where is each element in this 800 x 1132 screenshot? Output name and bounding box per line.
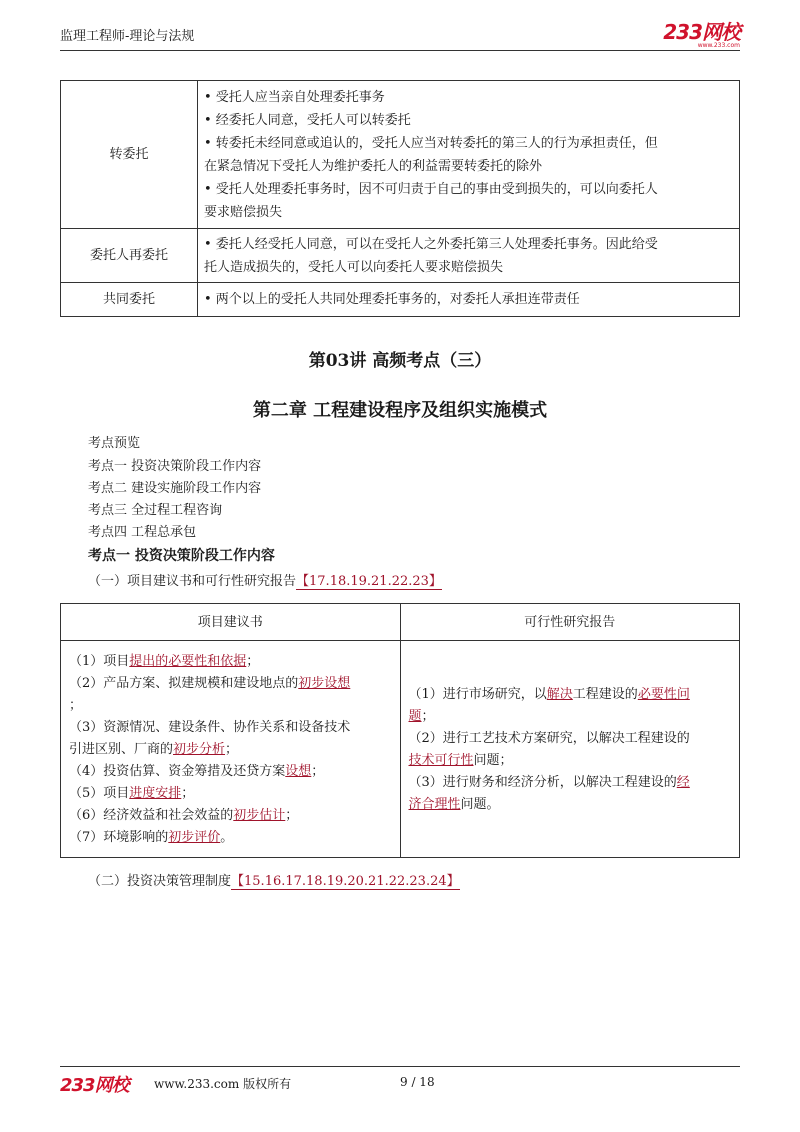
list-item: （2）进行工艺技术方案研究，以解决工程建设的	[408, 731, 690, 746]
content-line: 要求赔偿损失	[204, 204, 283, 220]
list-item: （6）经济效益和社会效益的初步估计；	[69, 808, 299, 823]
row-content	[198, 283, 740, 317]
exam-years-tag: 【15.16.17.18.19.20.21.22.23.24】	[231, 874, 460, 889]
copyright-text: www.233.com 版权所有	[154, 1077, 292, 1091]
list-item: （5）项目进度安排；	[69, 786, 195, 801]
content-line: • 受托人处理委托事务时，因不可归责于自己的事由受到损失的，可以向委托人	[204, 181, 658, 197]
content-line: • 两个以上的受托人共同处理委托事务的，对委托人承担连带责任	[204, 292, 580, 307]
preview-item: 考点二 建设实施阶段工作内容	[88, 481, 262, 496]
content-line: 托人造成损失的，受托人可以向委托人要求赔偿损失	[204, 259, 504, 275]
list-item: （2）产品方案、拟建规模和建设地点的初步设想	[69, 676, 351, 691]
content-line: • 受托人应当亲自处理委托事务	[204, 89, 385, 105]
logo-text: 233网校	[663, 20, 740, 44]
preview-heading: 考点预览	[88, 436, 141, 451]
list-item-cont: 技术可行性问题；	[408, 753, 513, 768]
table-row	[61, 641, 740, 858]
subsection-title	[88, 570, 442, 589]
list-item: （7）环境影响的初步评价。	[69, 830, 234, 845]
content-line: • 转委托未经同意或追认的，受托人应当对转委托的第三人的行为承担责任，但	[204, 135, 658, 151]
section-title: 考点一 投资决策阶段工作内容	[88, 548, 275, 564]
page-footer	[60, 1066, 740, 1097]
table-header-row	[61, 604, 740, 641]
preview-item: 考点三 全过程工程咨询	[88, 503, 223, 518]
list-item: （3）进行财务和经济分析，以解决工程建设的经	[408, 775, 690, 790]
row-label: 委托人再委托	[61, 229, 198, 283]
table-row	[61, 81, 740, 229]
logo-url: www.233.com	[697, 42, 740, 49]
list-item: （1）进行市场研究，以解决工程建设的必要性问	[408, 687, 690, 702]
table-row	[61, 283, 740, 317]
preview-item: 考点一 投资决策阶段工作内容	[88, 459, 262, 474]
entrust-table	[60, 80, 740, 317]
brand-logo	[663, 16, 740, 49]
comparison-table	[60, 603, 740, 858]
row-content	[198, 81, 740, 229]
list-item: （4）投资估算、资金筹措及还贷方案设想；	[69, 764, 325, 779]
content-line: • 委托人经受托人同意，可以在受托人之外委托第三人处理委托事务。因此给受	[204, 236, 658, 252]
subsection-text: （一）项目建议书和可行性研究报告	[88, 574, 297, 589]
preview-item: 考点四 工程总承包	[88, 525, 197, 540]
column-header-left: 项目建议书	[61, 604, 401, 641]
header-title: 监理工程师-理论与法规	[60, 29, 195, 44]
table-row	[61, 229, 740, 283]
row-label: 转委托	[61, 81, 198, 229]
feasibility-contents	[400, 641, 740, 858]
row-label: 共同委托	[61, 283, 198, 317]
lecture-title: 第03讲 高频考点（三）	[308, 351, 492, 371]
content-line: 在紧急情况下受托人为维护委托人的利益需要转委托的除外	[204, 158, 543, 174]
list-item-cont: 题；	[408, 709, 435, 724]
list-item-cont: 济合理性问题。	[408, 797, 500, 812]
page-header	[60, 22, 740, 51]
list-item: （3）资源情况、建设条件、协作关系和设备技术	[69, 720, 351, 735]
list-item-cont: 引进区别、厂商的初步分析；	[69, 742, 239, 757]
exam-years-tag: 【17.18.19.21.22.23】	[296, 574, 442, 589]
list-item-cont: ；	[69, 698, 83, 713]
row-content	[198, 229, 740, 283]
column-header-right: 可行性研究报告	[400, 604, 740, 641]
content-line: • 经委托人同意，受托人可以转委托	[204, 112, 411, 128]
chapter-title: 第二章 工程建设程序及组织实施模式	[252, 400, 548, 421]
footer-logo: 233网校	[60, 1075, 129, 1096]
subsection-text: （二）投资决策管理制度	[88, 874, 232, 889]
page-number: 9 / 18	[400, 1075, 435, 1089]
list-item: （1）项目提出的必要性和依据；	[69, 654, 260, 669]
proposal-contents	[61, 641, 401, 858]
subsection-title	[88, 870, 460, 889]
